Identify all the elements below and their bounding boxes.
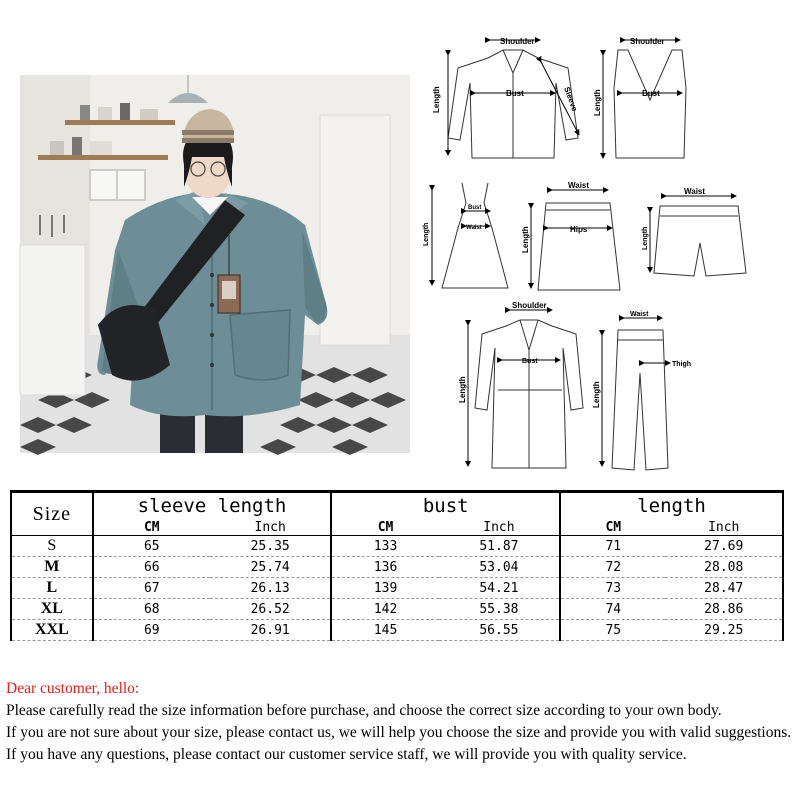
notes-line-2: If you are not sure about your size, please contact us, we will help you choose the size and provide you with valid suggestions. (6, 724, 792, 741)
shoulder-label: Shoulder (512, 301, 547, 310)
sleeve-cm-cell: 65 (93, 536, 210, 557)
sleeve-inch-cell: 25.35 (210, 536, 331, 557)
table-row (11, 578, 783, 599)
size-header: Size (11, 492, 93, 536)
unit-inch: Inch (439, 519, 560, 536)
waist-label: Waist (630, 311, 649, 318)
customer-notes (6, 678, 796, 766)
length-inch-cell: 27.69 (665, 536, 783, 557)
notes-line-3: If you have any questions, please contact our customer service staff, we will provide you with quality service. (6, 746, 687, 763)
length-cm-cell: 75 (560, 620, 665, 641)
bust-header: bust (331, 492, 560, 520)
notes-line-1: Please carefully read the size information before purchase, and choose the correct size according to your own body. (6, 702, 722, 719)
size-cell: XL (11, 599, 93, 620)
size-table (10, 490, 784, 641)
size-cell: M (11, 557, 93, 578)
sleeve-inch-cell: 26.52 (210, 599, 331, 620)
sleeve-cm-cell: 69 (93, 620, 210, 641)
measurement-diagrams (423, 28, 773, 480)
length-header: length (560, 492, 783, 520)
shoulder-label: Shoulder (500, 37, 535, 46)
size-cell: S (11, 536, 93, 557)
waist-label: Waist (684, 187, 706, 196)
size-cell: XXL (11, 620, 93, 641)
bust-cm-cell: 145 (331, 620, 438, 641)
length-inch-cell: 28.86 (665, 599, 783, 620)
sleeve-inch-cell: 25.74 (210, 557, 331, 578)
length-label: Length (593, 89, 602, 116)
unit-cm: CM (331, 519, 438, 536)
waist-label: Waist (568, 181, 590, 190)
length-label: Length (423, 222, 430, 246)
bust-cm-cell: 133 (331, 536, 438, 557)
shoulder-label: Shoulder (630, 37, 665, 46)
unit-cm: CM (93, 519, 210, 536)
length-label: Length (458, 376, 467, 403)
bust-cm-cell: 142 (331, 599, 438, 620)
length-label: Length (642, 226, 649, 250)
bust-label: Bust (522, 358, 538, 365)
sleeve-inch-cell: 26.91 (210, 620, 331, 641)
bust-label: Bust (642, 89, 660, 98)
sleeve-cm-cell: 68 (93, 599, 210, 620)
product-photo (20, 75, 410, 453)
length-label: Length (432, 86, 441, 113)
bust-cm-cell: 139 (331, 578, 438, 599)
length-inch-cell: 28.47 (665, 578, 783, 599)
size-cell: L (11, 578, 93, 599)
bust-label: Bust (506, 89, 524, 98)
bust-inch-cell: 54.21 (439, 578, 560, 599)
greeting-text: Dear customer, hello: (6, 680, 140, 697)
table-row (11, 620, 783, 641)
table-row (11, 599, 783, 620)
length-label: Length (592, 381, 601, 408)
waist-label: Waist (466, 225, 482, 231)
length-cm-cell: 74 (560, 599, 665, 620)
unit-cm: CM (560, 519, 665, 536)
bust-inch-cell: 56.55 (439, 620, 560, 641)
length-label: Length (521, 226, 530, 253)
bust-inch-cell: 51.87 (439, 536, 560, 557)
unit-inch: Inch (665, 519, 783, 536)
unit-inch: Inch (210, 519, 331, 536)
bust-cm-cell: 136 (331, 557, 438, 578)
sleeve-cm-cell: 66 (93, 557, 210, 578)
sleeve-cm-cell: 67 (93, 578, 210, 599)
thigh-label: Thigh (672, 361, 692, 368)
bust-label: Bust (468, 205, 482, 211)
sleeve-label: Sleeve (562, 85, 580, 113)
table-row (11, 557, 783, 578)
bust-inch-cell: 53.04 (439, 557, 560, 578)
hips-label: Hips (570, 225, 588, 234)
sleeve-length-header: sleeve length (93, 492, 332, 520)
length-inch-cell: 29.25 (665, 620, 783, 641)
bust-inch-cell: 55.38 (439, 599, 560, 620)
length-cm-cell: 72 (560, 557, 665, 578)
sleeve-inch-cell: 26.13 (210, 578, 331, 599)
table-row (11, 536, 783, 557)
length-cm-cell: 73 (560, 578, 665, 599)
length-cm-cell: 71 (560, 536, 665, 557)
length-inch-cell: 28.08 (665, 557, 783, 578)
